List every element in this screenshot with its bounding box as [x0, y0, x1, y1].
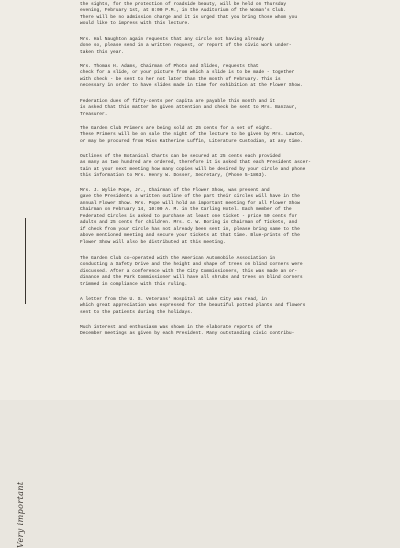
paragraph-botanical-charts: Outlines of the Botanical Charts can be secured at 25 cents each provided as many as two hundred are ordered, therefore it is asked that each President ascer- tain at your next meeting how many copies will be desired by your circle and phone this information to Mrs. Henry W. Dosser, Secretary, (Phone 5-1863).: [80, 154, 311, 179]
paragraph-photo-slides: Mrs. Thomas H. Adams, Chairman of Photo and Slides, requests that check for a slide, or your picture from which a slide is to be made - together with check - be sent to her not later than the month of February. This is necessary in order to have slides made in time for exhibition at the Flower Show.: [80, 64, 303, 89]
paragraph-primers: The Garden Club Primers are being sold at 25 cents for a set of eight. These Primers will be on sale the night of the lecture to be given by Mrs. Lawton, or may be procured from Miss Katherine Luffin, Literature Custodian, at any time.: [80, 126, 306, 144]
paragraph-december-meetings: Much interest and enthusiasm was shown in the elaborate reports of the December meetings as given by each President. Many outstanding civic contribu-: [80, 325, 295, 337]
paragraph-lecture: the sights, for the protection of roadside beauty, will be held on Thursday evening, February 1st, at 8:00 P.M., in the Auditorium of the Woman's Club. There will be no admission charge and it is urged that you bring those whom you would like to impress with this lecture.: [80, 2, 298, 27]
paragraph-civic-report: Mrs. Hal Naughton again requests that any circle not having already done so, please send in a written request, or report of the civic work under- taken this year.: [80, 37, 292, 55]
margin-note-underline: [25, 218, 26, 304]
handwritten-margin-note: Very important: [16, 481, 25, 548]
paragraph-flower-show: Mrs. J. Wylie Pope, Jr., Chairman of the Flower Show, was present and gave the Presidents a written outline of the part their circles will have in the annual Flower Show. Mrs. Pope will hold an important meeting for all Flower Show Chairman on February 14, 10:00 A. M. in the Carling Hotel. Each member of the Federated Circles is asked to purchase at least one ticket - price 50 cents for adults and 25 cents for children. Mrs. C. W. Boring is Chairman of Tickets, and if check from your Circle has not already been sent in, please bring same to the above mentioned meeting and secure your tickets at that time. Blue-prints of the Flower Show will also be distributed at this meeting.: [80, 188, 300, 245]
paragraph-veterans-hospital: A letter from the U. S. Veterans' Hospital at Lake City was read, in which great appreciation was expressed for the beautiful potted plants and flowers sent to the patients during the holidays.: [80, 297, 306, 315]
paragraph-safety-drive: The Garden Club co-operated with the American Automobile Association in conducting a Safety Drive and the height and shape of trees on blind corners were discussed. After a conference with the City Commissioners, this was made an or- dinance and the Park Commissioner will have all shrubs and trees on blind corners trimmed in compliance with this ruling.: [80, 256, 303, 287]
paragraph-federation-dues: Federation dues of fifty-cents per capita are payable this month and it is asked that this matter be given attention and check be sent to Mrs. Banzaur, Treasurer.: [80, 99, 298, 117]
